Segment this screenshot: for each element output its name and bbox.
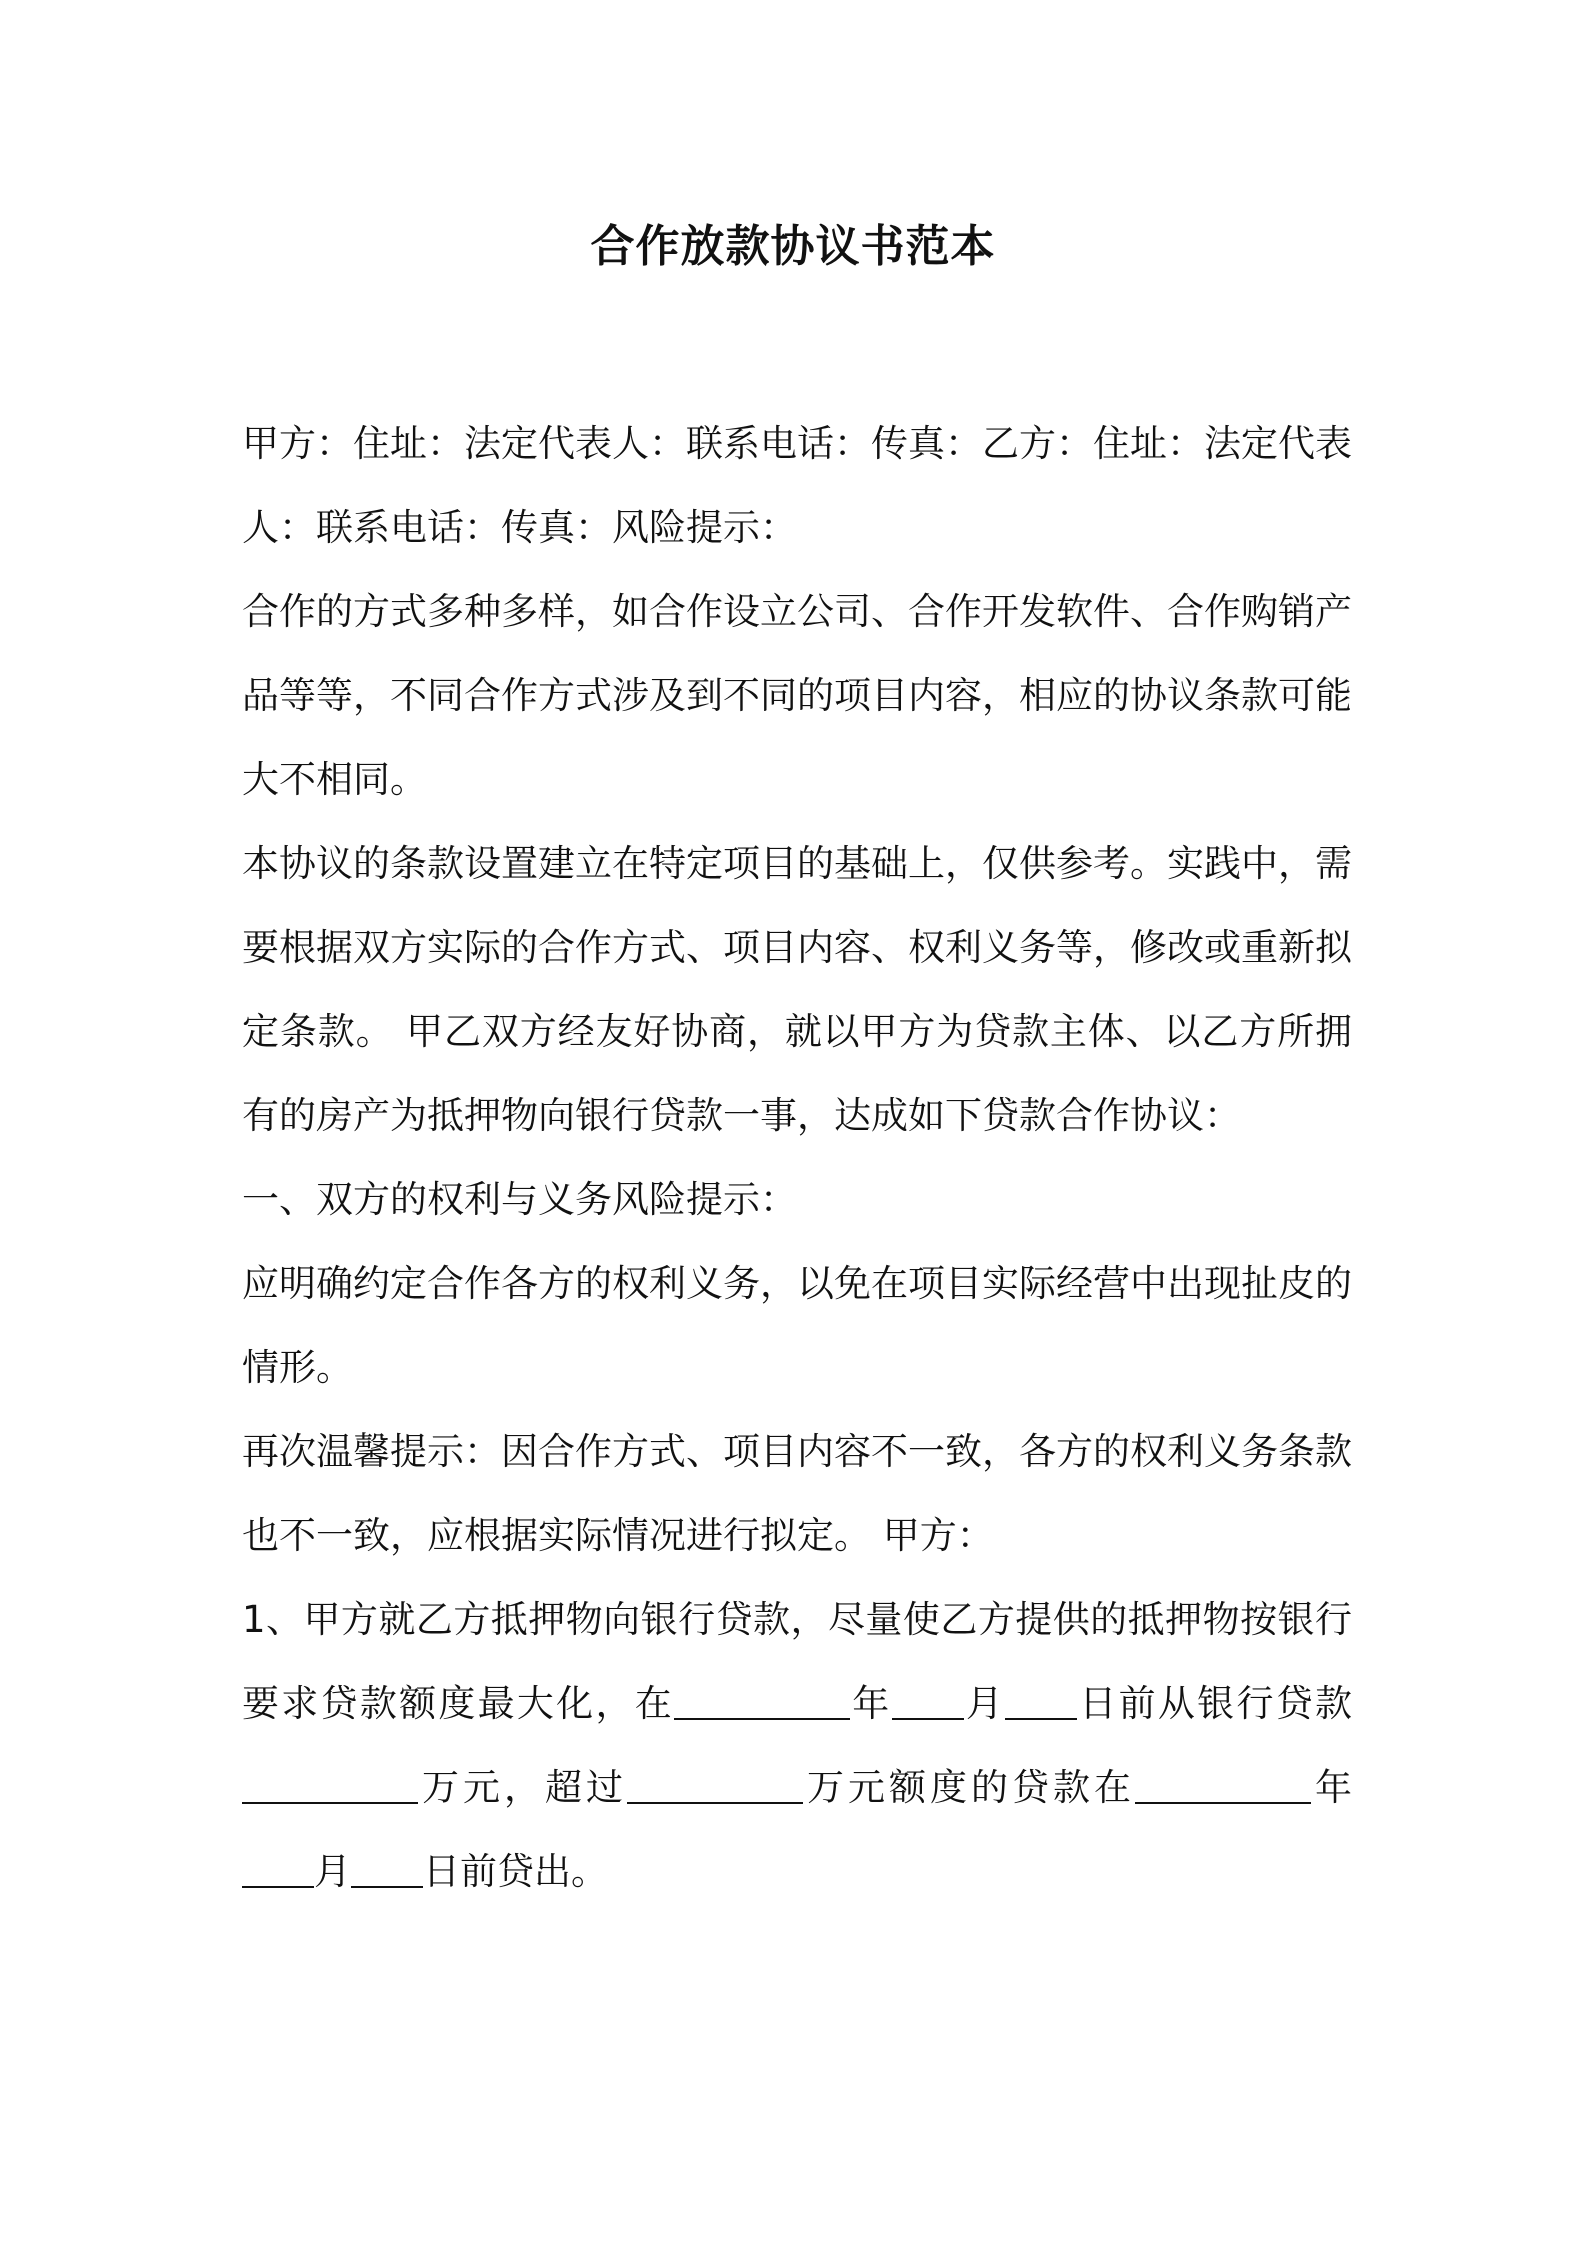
document-body	[242, 402, 1352, 1914]
blank-day-2	[351, 1849, 423, 1888]
blank-day	[1005, 1681, 1077, 1720]
paragraph-parties: 甲方：住址：法定代表人：联系电话：传真：乙方：住址：法定代表人：联系电话：传真：风险提示：	[242, 422, 1352, 549]
clause-1-month-2: 月	[314, 1850, 351, 1893]
clause-1-text-d: 万元额度的贷款在	[803, 1766, 1135, 1809]
clause-1-text-c: 万元，超过	[418, 1766, 627, 1809]
clause-1-year-2: 年	[1311, 1766, 1352, 1809]
clause-1-text-a: 1、甲方就乙方抵押物向银行贷款，尽量使乙方提供的抵押物按银行要求贷款额度最大化，在	[242, 1598, 1352, 1725]
blank-month-2	[242, 1849, 314, 1888]
clause-1	[242, 1578, 1352, 1914]
blank-year	[674, 1681, 850, 1720]
clause-1-year: 年	[850, 1682, 892, 1725]
paragraph-agreement-terms: 本协议的条款设置建立在特定项目的基础上，仅供参考。实践中，需要根据双方实际的合作方式、项目内容、权利义务等，修改或重新拟定条款。 甲乙双方经友好协商，就以甲方为贷款主体、以乙方所拥有的房产为抵押物向银行贷款一事，达成如下贷款合作协议：	[242, 842, 1352, 1137]
paragraph-rights-note: 应明确约定合作各方的权利义务，以免在项目实际经营中出现扯皮的情形。	[242, 1262, 1352, 1389]
clause-1-month: 月	[963, 1682, 1006, 1725]
section-heading-rights-obligations: 一、双方的权利与义务风险提示：	[242, 1178, 797, 1221]
blank-year-2	[1135, 1765, 1311, 1804]
clause-1-text-b: 日前从银行贷款	[1077, 1682, 1353, 1725]
blank-month	[892, 1681, 964, 1720]
blank-loan-amount	[242, 1765, 418, 1804]
clause-1-text-e: 日前贷出。	[423, 1850, 608, 1893]
paragraph-cooperation-methods: 合作的方式多种多样，如合作设立公司、合作开发软件、合作购销产品等等，不同合作方式涉及到不同的项目内容，相应的协议条款可能大不相同。	[242, 590, 1352, 801]
paragraph-reminder: 再次温馨提示：因合作方式、项目内容不一致，各方的权利义务条款也不一致，应根据实际情况进行拟定。 甲方：	[242, 1430, 1352, 1557]
blank-quota-amount	[627, 1765, 803, 1804]
document-title: 合作放款协议书范本	[590, 221, 996, 272]
